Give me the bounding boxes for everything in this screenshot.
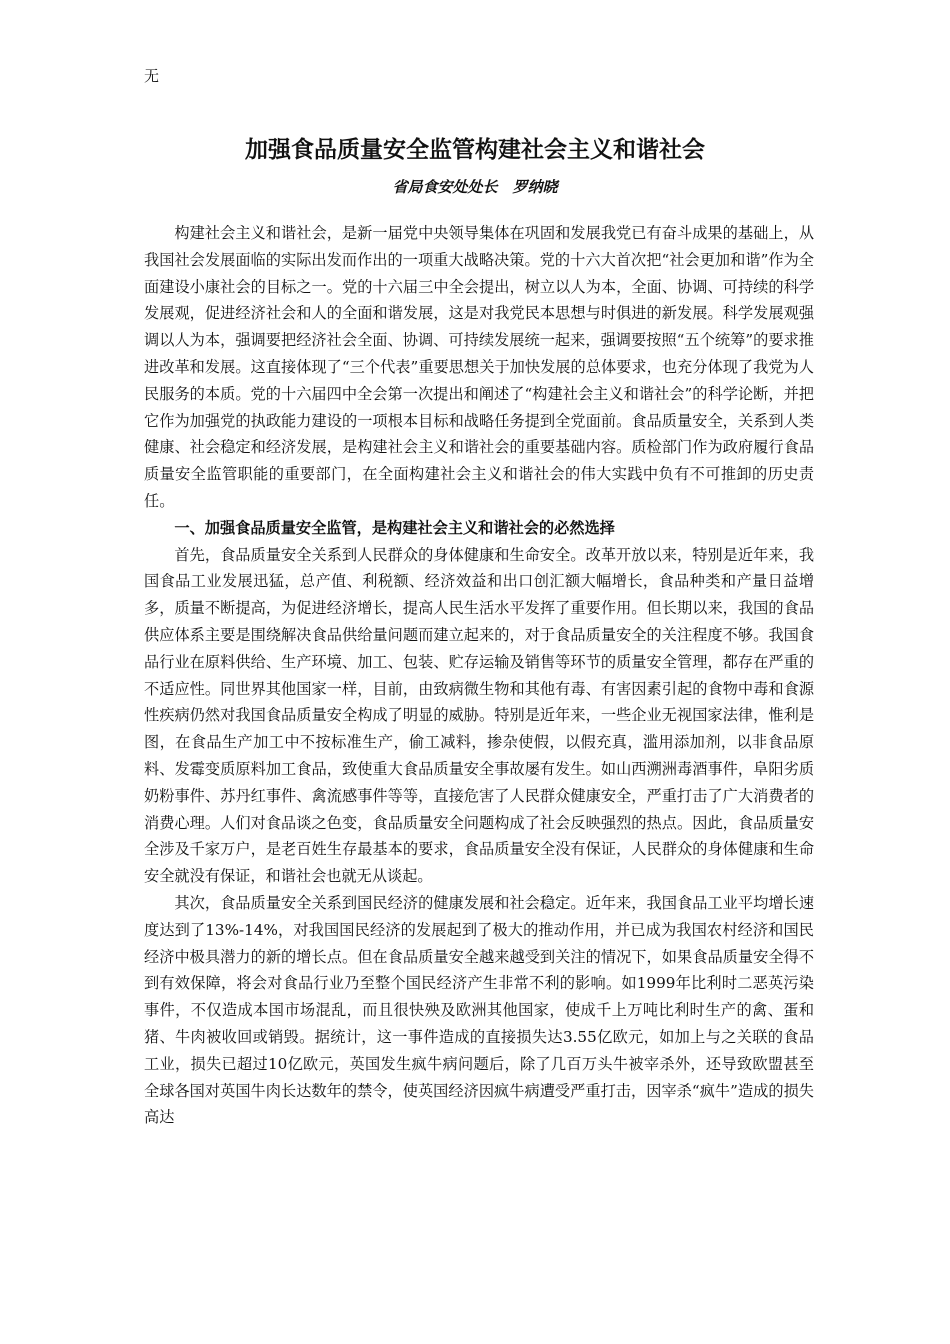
document-title: 加强食品质量安全监管构建社会主义和谐社会 <box>245 137 705 163</box>
section-heading-1: 一、加强食品质量安全监管，是构建社会主义和谐社会的必然选择 <box>174 518 615 537</box>
paragraph-section1-1: 首先，食品质量安全关系到人民群众的身体健康和生命安全。改革开放以来，特别是近年来，我国食品工业发展迅猛，总产值、利税额、经济效益和出口创汇额大幅增长，食品种类和产量日益增多，质量不断提高，为促进经济增长，提高人民生活水平发挥了重要作用。但长期以来，我国的食品供应体系主要是围绕解决食品供给量问题而建立起来的，对于食品质量安全的关注程度不够。我国食品行业在原料供给、生产环境、加工、包装、贮存运输及销售等环节的质量安全管理，都存在严重的不适应性。同世界其他国家一样，目前，由致病微生物和其他有毒、有害因素引起的食物中毒和食源性疾病仍然对我国食品质量安全构成了明显的威胁。特别是近年来，一些企业无视国家法律，惟利是图，在食品生产加工中不按标准生产，偷工减料，掺杂使假，以假充真，滥用添加剂，以非食品原料、发霉变质原料加工食品，致使重大食品质量安全事故屡有发生。如山西溯洲毒酒事件，阜阳劣质奶粉事件、苏丹红事件、禽流感事件等等，直接危害了人民群众健康安全，严重打击了广大消费者的消费心理。人们对食品谈之色变，食品质量安全问题构成了社会反映强烈的热点。因此，食品质量安全涉及千家万户，是老百姓生存最基本的要求，食品质量安全没有保证，人民群众的身体健康和生命安全就没有保证，和谐社会也就无从谈起。 <box>144 545 814 886</box>
document-body <box>144 220 814 1131</box>
paragraph-section1-2: 其次，食品质量安全关系到国民经济的健康发展和社会稳定。近年来，我国食品工业平均增长速度达到了13%-14%，对我国国民经济的发展起到了极大的推动作用，并已成为我国农村经济和国民经济中极具潜力的新的增长点。但在食品质量安全越来越受到关注的情况下，如果食品质量安全得不到有效保障，将会对食品行业乃至整个国民经济产生非常不利的影响。如1999年比利时二恶英污染事件，不仅造成本国市场混乱，而且很快殃及欧洲其他国家，使成千上万吨比利时生产的禽、蛋和猪、牛肉被收回或销毁。据统计，这一事件造成的直接损失达3.55亿欧元，如加上与之关联的食品工业，损失已超过10亿欧元，英国发生疯牛病问题后，除了几百万头牛被宰杀外，还导致欧盟甚至全球各国对英国牛肉长达数年的禁令，使英国经济因疯牛病遭受严重打击，因宰杀“疯牛”造成的损失高达 <box>144 893 814 1127</box>
header-mark: 无 <box>144 67 160 85</box>
document-byline: 省局食安处处长 罗纳晓 <box>392 178 558 196</box>
paragraph-intro: 构建社会主义和谐社会，是新一届党中央领导集体在巩固和发展我党已有奋斗成果的基础上，从我国社会发展面临的实际出发而作出的一项重大战略决策。党的十六大首次把“社会更加和谐”作为全面建设小康社会的目标之一。党的十六届三中全会提出，树立以人为本，全面、协调、可持续的科学发展观，促进经济社会和人的全面和谐发展，这是对我党民本思想与时俱进的新发展。科学发展观强调以人为本，强调要把经济社会全面、协调、可持续发展统一起来，强调要按照“五个统筹”的要求推进改革和发展。这直接体现了“三个代表”重要思想关于加快发展的总体要求，也充分体现了我党为人民服务的本质。党的十六届四中全会第一次提出和阐述了“构建社会主义和谐社会”的科学论断，并把它作为加强党的执政能力建设的一项根本目标和战略任务提到全党面前。食品质量安全，关系到人类健康、社会稳定和经济发展，是构建社会主义和谐社会的重要基础内容。质检部门作为政府履行食品质量安全监管职能的重要部门，在全面构建社会主义和谐社会的伟大实践中负有不可推卸的历史责任。 <box>144 224 814 510</box>
